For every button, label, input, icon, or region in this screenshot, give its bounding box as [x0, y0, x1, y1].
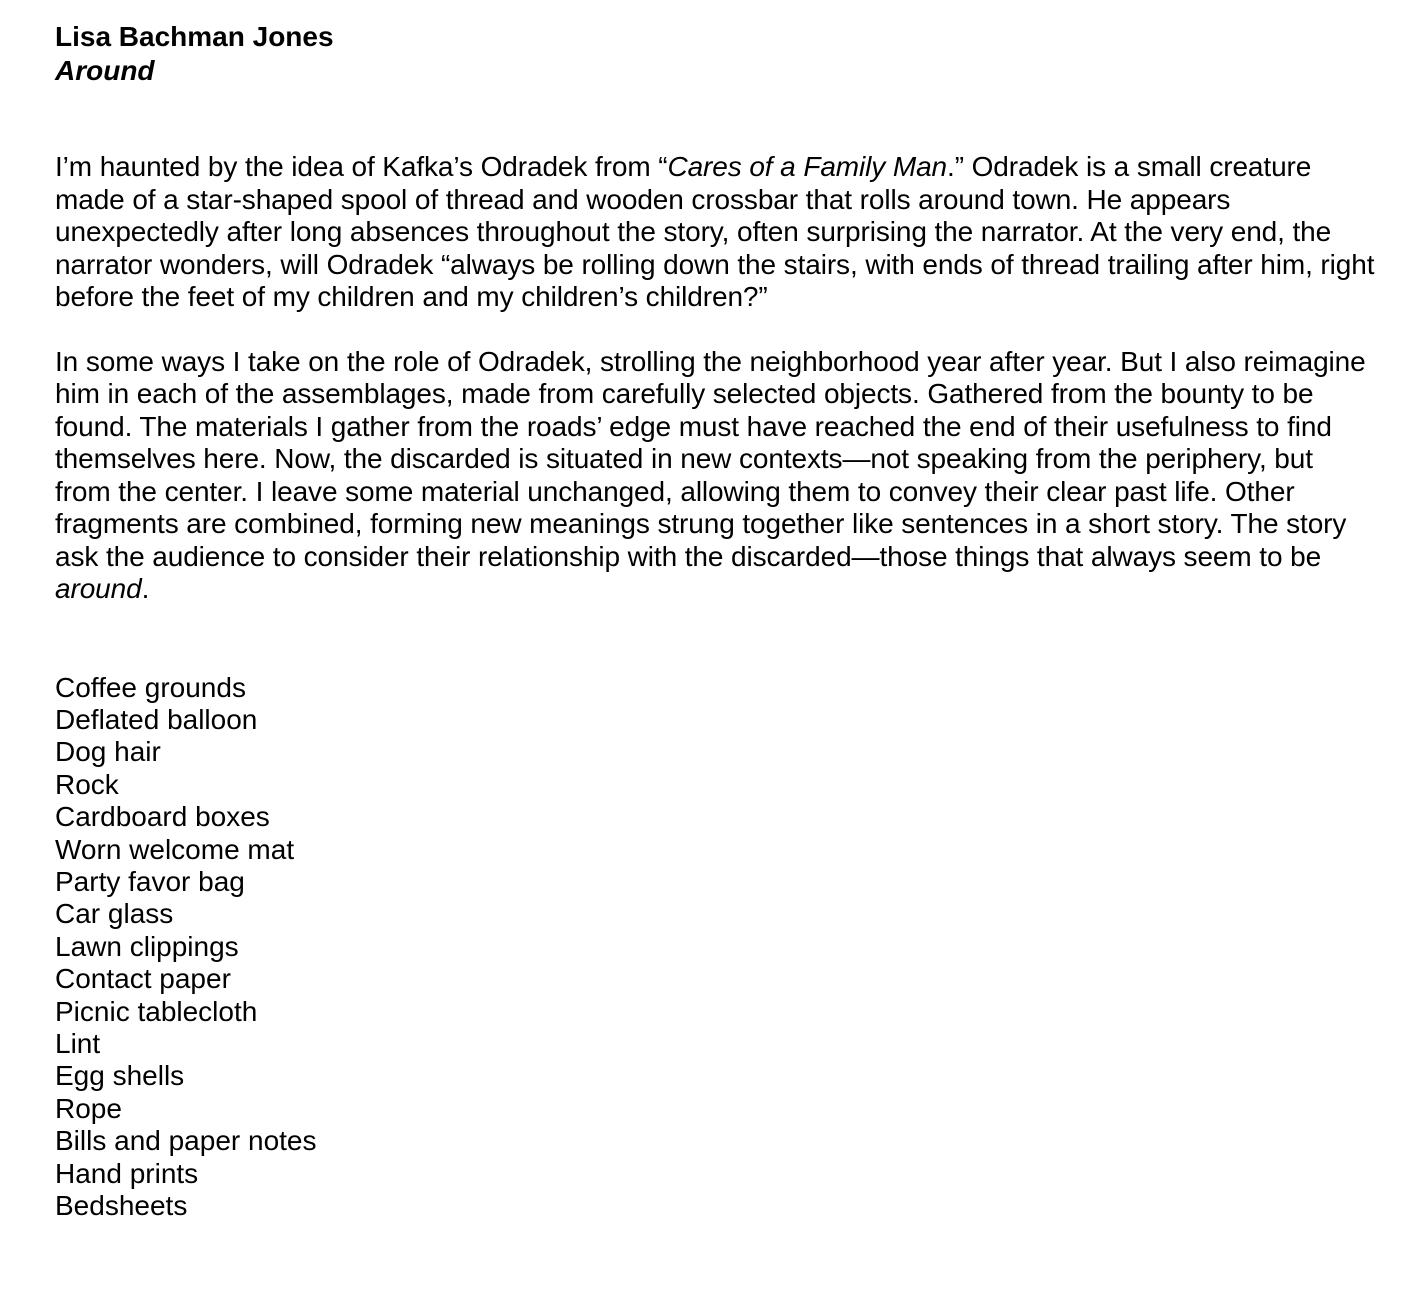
artwork-title: Around — [55, 55, 155, 86]
p2-text-b: . — [141, 573, 150, 604]
story-title-italic: Cares of a Family Man — [667, 151, 948, 182]
list-item: Picnic tablecloth — [55, 995, 258, 1027]
p1-text-a: I’m haunted by the idea of Kafka’s Odradek from “ — [55, 151, 668, 182]
statement-paragraph-1 — [55, 151, 1375, 314]
list-item: Bills and paper notes — [55, 1125, 317, 1157]
list-item: Worn welcome mat — [55, 833, 295, 865]
list-item: Egg shells — [55, 1060, 185, 1092]
list-item: Coffee grounds — [55, 671, 246, 703]
list-item: Cardboard boxes — [55, 801, 270, 833]
author-name: Lisa Bachman Jones — [55, 21, 334, 52]
statement-paragraph-2 — [55, 346, 1375, 606]
list-item: Rock — [55, 768, 119, 800]
around-italic: around — [55, 573, 142, 604]
list-item: Lawn clippings — [55, 930, 239, 962]
list-item: Hand prints — [55, 1157, 199, 1189]
p2-text-a: In some ways I take on the role of Odradek, strolling the neighborhood year after year. But I also reimagine him in each of the assemblages, made from carefully selected objects. Gathered from the bounty to be found. The materials I gather from the roads’ edge must have reached the end of their usefulness to find themselves here. Now, the discarded is situated in new contexts—not speaking from the periphery, but from the center. I leave some material unchanged, allowing them to convey their clear past life. Other fragments are combined, forming new meanings strung together like sentences in a short story. The story ask the audience to consider their relationship with the discarded—those things that always seem to be — [55, 345, 1366, 572]
list-item: Lint — [55, 1027, 101, 1059]
list-item: Contact paper — [55, 963, 231, 995]
document-page — [55, 20, 1375, 1222]
materials-list — [55, 672, 1375, 1223]
list-item: Dog hair — [55, 736, 161, 768]
list-item: Party favor bag — [55, 865, 245, 897]
list-item: Deflated balloon — [55, 703, 258, 735]
list-item: Car glass — [55, 898, 174, 930]
list-item: Bedsheets — [55, 1190, 188, 1221]
list-item: Rope — [55, 1092, 122, 1124]
p1-text-b: .” Odradek is a small creature made of a star-shaped spool of thread and wooden crossbar that rolls around town. He appears unexpectedly after long absences throughout the story, often surprising the narrator. At the very end, the narrator wonders, will Odradek “always be rolling down the stairs, with ends of thread trailing after him, right before the feet of my children and my children’s children?” — [55, 151, 1375, 312]
